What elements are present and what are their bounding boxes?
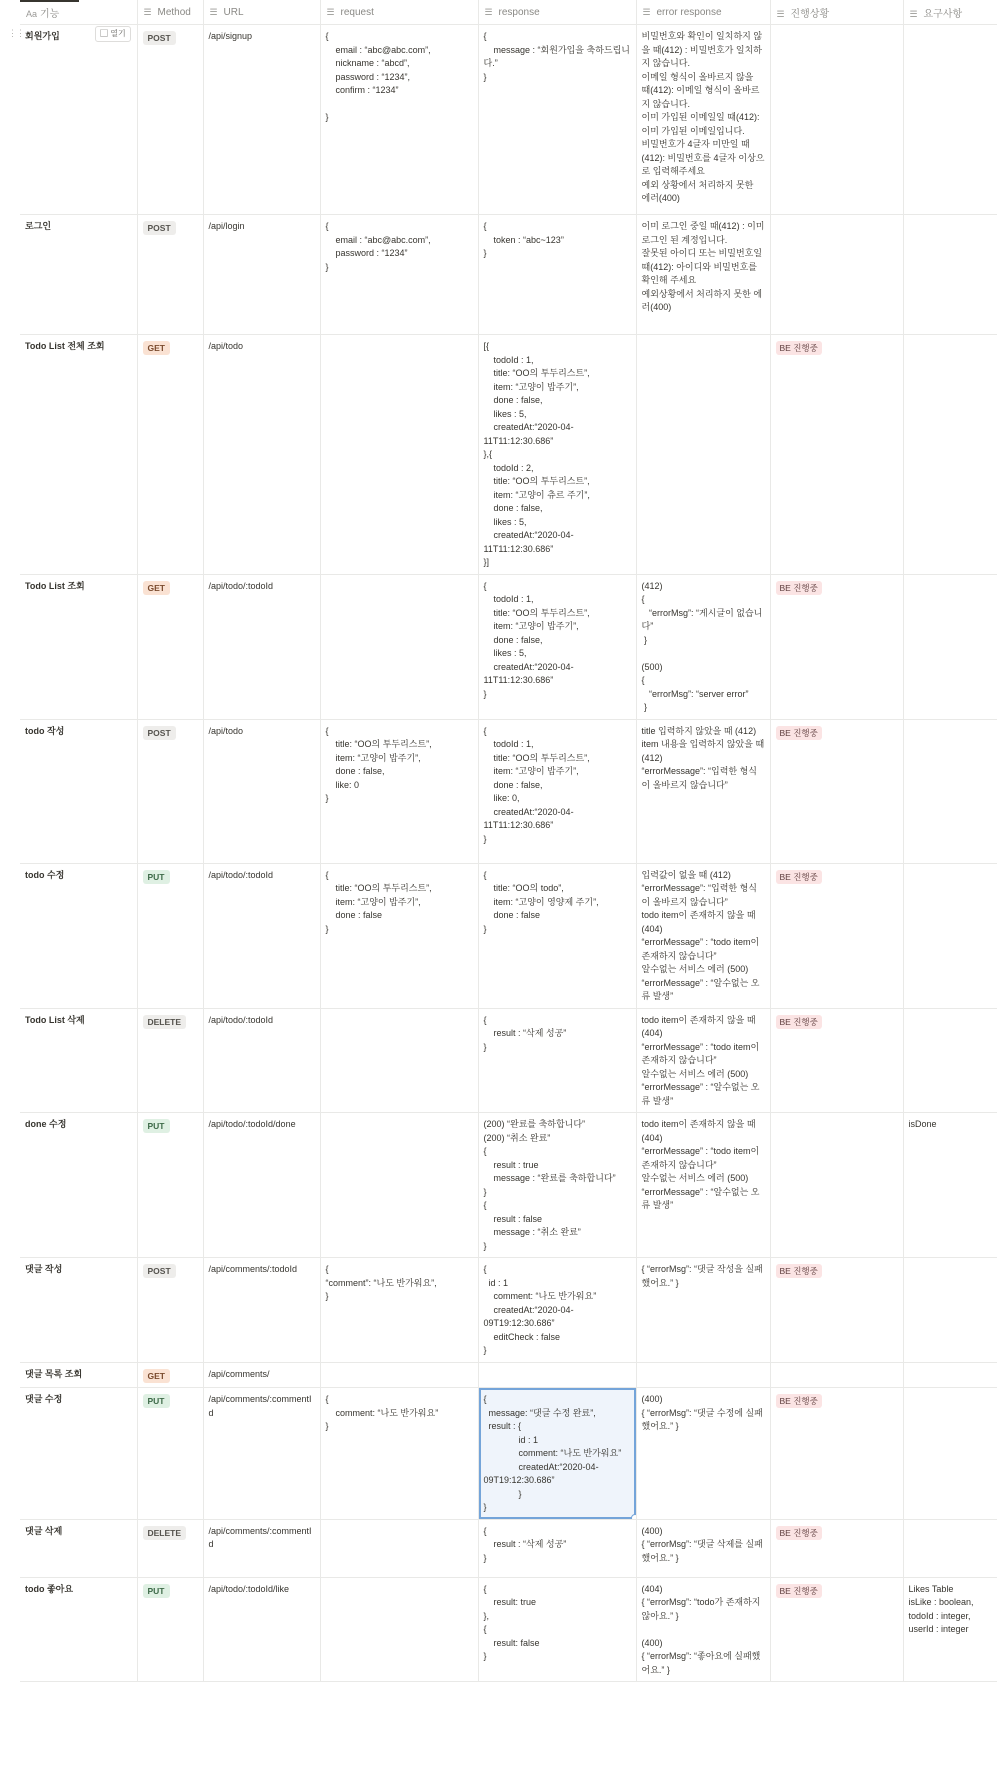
drag-handle-icon[interactable]: ⋮⋮ bbox=[8, 28, 24, 38]
method-badge: DELETE bbox=[143, 1526, 187, 1540]
cell-feature-name[interactable]: 로그인 bbox=[20, 215, 137, 335]
cell-method[interactable] bbox=[137, 25, 203, 215]
cell-url[interactable]: /api/todo/:todoId/done bbox=[203, 1113, 320, 1258]
cell-error-response[interactable]: (412) { “errorMsg”: “게시글이 없습니다” } (500) { “errorMsg”: “server error” } bbox=[636, 574, 770, 719]
cell-request[interactable] bbox=[320, 1113, 478, 1258]
cell-request[interactable]: { “comment”: “나도 반가워요”, } bbox=[320, 1258, 478, 1363]
table-row[interactable] bbox=[20, 574, 997, 719]
cell-feature-name[interactable]: Todo List 전체 조회 bbox=[20, 335, 137, 575]
cell-url[interactable]: /api/signup bbox=[203, 25, 320, 215]
status-badge: BE 진행중 bbox=[776, 1584, 822, 1598]
cell-method[interactable] bbox=[137, 335, 203, 575]
cell-error-response[interactable]: todo item이 존재하지 않을 때 (404) “errorMessage” : “todo item이 존재하지 않습니다” 알수없는 서비스 에러 (500) “errorMessage” : “알수없는 오류 발생” bbox=[636, 1113, 770, 1258]
cell-requirements[interactable]: Likes Table isLike : boolean, todoId : integer, userId : integer bbox=[903, 1577, 997, 1682]
status-badge: BE 진행중 bbox=[776, 1394, 822, 1408]
table-header-row bbox=[20, 0, 997, 25]
cell-feature-name[interactable]: 댓글 수정 bbox=[20, 1388, 137, 1520]
column-header-response[interactable] bbox=[478, 0, 636, 25]
list-icon: ☰ bbox=[209, 6, 218, 17]
cell-requirements[interactable] bbox=[903, 335, 997, 575]
cell-method[interactable] bbox=[137, 1008, 203, 1113]
cell-request[interactable]: { comment: “나도 반가워요” } bbox=[320, 1388, 478, 1520]
column-header-label: request bbox=[340, 6, 374, 18]
cell-progress[interactable] bbox=[770, 1362, 903, 1388]
method-badge: POST bbox=[143, 726, 176, 740]
method-badge: PUT bbox=[143, 1394, 170, 1408]
method-badge: GET bbox=[143, 581, 170, 595]
cell-requirements[interactable] bbox=[903, 215, 997, 335]
cell-method[interactable] bbox=[137, 1519, 203, 1577]
cell-progress[interactable] bbox=[770, 863, 903, 1008]
cell-requirements[interactable] bbox=[903, 1258, 997, 1363]
cell-progress[interactable] bbox=[770, 215, 903, 335]
cell-request[interactable] bbox=[320, 1362, 478, 1388]
column-header-error-response[interactable] bbox=[636, 0, 770, 25]
table-row[interactable] bbox=[20, 335, 997, 575]
cell-feature-name[interactable]: 회원가입 bbox=[20, 25, 137, 215]
column-header-label: URL bbox=[223, 6, 244, 18]
cell-url[interactable]: /api/todo bbox=[203, 719, 320, 863]
cell-requirements[interactable] bbox=[903, 1008, 997, 1113]
column-header-request[interactable] bbox=[320, 0, 478, 25]
method-badge: GET bbox=[143, 341, 170, 355]
cell-response[interactable]: { todoId : 1, title: “OO의 투두리스트”, item: “고양이 밥주기”, done : false, likes : 5, createdAt:“2020-04-11T11:12:30.686” } bbox=[478, 574, 636, 719]
table-row[interactable] bbox=[20, 215, 997, 335]
cell-response-selected[interactable]: { message: “댓글 수정 완료”, result : { id : 1 comment: “나도 반가워요” createdAt:“2020-04-09T19:12:30.686” } } bbox=[478, 1388, 636, 1520]
column-header-url[interactable] bbox=[203, 0, 320, 25]
cell-progress[interactable] bbox=[770, 25, 903, 215]
cell-response[interactable]: { message : “회원가입을 축하드립니다.” } bbox=[478, 25, 636, 215]
cell-request[interactable]: { email : “abc@abc.com”, nickname : “abcd”, password : “1234”, confirm : “1234” } bbox=[320, 25, 478, 215]
status-badge: BE 진행중 bbox=[776, 581, 822, 595]
cell-feature-name[interactable]: 댓글 삭제 bbox=[20, 1519, 137, 1577]
cell-feature-name[interactable]: 댓글 작성 bbox=[20, 1258, 137, 1363]
status-badge: BE 진행중 bbox=[776, 870, 822, 884]
list-icon: ☰ bbox=[909, 8, 918, 19]
cell-requirements[interactable] bbox=[903, 863, 997, 1008]
method-badge: POST bbox=[143, 1264, 176, 1278]
cell-url[interactable]: /api/login bbox=[203, 215, 320, 335]
cell-method[interactable] bbox=[137, 574, 203, 719]
cell-method[interactable] bbox=[137, 1577, 203, 1682]
list-icon: ☰ bbox=[776, 8, 785, 19]
cell-feature-name[interactable]: todo 수정 bbox=[20, 863, 137, 1008]
cell-requirements[interactable] bbox=[903, 25, 997, 215]
column-header-label: 기능 bbox=[40, 8, 60, 20]
cell-response[interactable]: (200) “완료를 축하합니다” (200) “취소 완료” { result : true message : “완료를 축하합니다” } { result : false message : “취소 완료” } bbox=[478, 1113, 636, 1258]
cell-error-response[interactable]: 입력값이 없을 때 (412) “errorMessage”: “입력한 형식이 올바르지 않습니다” todo item이 존재하지 않을 때 (404) “errorMessage” : “todo item이 존재하지 않습니다” 알수없는 서비스 에러 (500) “errorMessage” : “알수없는 오류 발생” bbox=[636, 863, 770, 1008]
cell-progress[interactable] bbox=[770, 574, 903, 719]
cell-method[interactable] bbox=[137, 1113, 203, 1258]
method-badge: POST bbox=[143, 31, 176, 45]
cell-request[interactable] bbox=[320, 574, 478, 719]
column-header-label: 진행상황 bbox=[790, 8, 830, 20]
column-header-feature[interactable] bbox=[20, 0, 137, 25]
cell-url[interactable]: /api/todo/:todoId bbox=[203, 863, 320, 1008]
title-icon: Aa bbox=[26, 8, 38, 19]
table-row[interactable] bbox=[20, 1519, 997, 1577]
cell-url[interactable]: /api/comments/:commentId bbox=[203, 1519, 320, 1577]
table-row[interactable] bbox=[20, 1388, 997, 1520]
method-badge: PUT bbox=[143, 1584, 170, 1598]
cell-feature-name[interactable]: Todo List 삭제 bbox=[20, 1008, 137, 1113]
cell-resize-handle[interactable] bbox=[631, 1514, 637, 1520]
cell-response[interactable]: { token : “abc~123” } bbox=[478, 215, 636, 335]
cell-feature-name[interactable]: done 수정 bbox=[20, 1113, 137, 1258]
cell-response[interactable]: { result : “삭제 성공” } bbox=[478, 1008, 636, 1113]
cell-method[interactable] bbox=[137, 1388, 203, 1520]
cell-url[interactable]: /api/comments/:todoId bbox=[203, 1258, 320, 1363]
cell-response[interactable] bbox=[478, 1362, 636, 1388]
cell-requirements[interactable]: isDone bbox=[903, 1113, 997, 1258]
cell-error-response[interactable]: (404) { “errorMsg”: “todo가 존재하지 않아요.” } (400) { “errorMsg”: “좋아요에 실패했어요.” } bbox=[636, 1577, 770, 1682]
table-row[interactable] bbox=[20, 1362, 997, 1388]
cell-request[interactable]: { title: “OO의 투두리스트”, item: “고양이 밥주기”, done : false } bbox=[320, 863, 478, 1008]
column-header-label: response bbox=[498, 6, 540, 18]
method-badge: PUT bbox=[143, 1119, 170, 1133]
cell-requirements[interactable] bbox=[903, 1362, 997, 1388]
cell-url[interactable]: /api/comments/ bbox=[203, 1362, 320, 1388]
column-header-label: Method bbox=[157, 6, 191, 18]
list-icon: ☰ bbox=[642, 6, 651, 17]
cell-response[interactable]: { todoId : 1, title: “OO의 투두리스트”, item: “고양이 밥주기”, done : false, like: 0, createdAt:“2020-04-11T11:12:30.686” } bbox=[478, 719, 636, 863]
cell-method[interactable] bbox=[137, 1258, 203, 1363]
cell-method[interactable] bbox=[137, 215, 203, 335]
list-icon: ☰ bbox=[484, 6, 493, 17]
cell-response[interactable]: { result: true }, { result: false } bbox=[478, 1577, 636, 1682]
cell-method[interactable] bbox=[137, 1362, 203, 1388]
status-badge: BE 진행중 bbox=[776, 1015, 822, 1029]
method-badge: DELETE bbox=[143, 1015, 187, 1029]
column-header-method[interactable] bbox=[137, 0, 203, 25]
cell-url[interactable]: /api/todo bbox=[203, 335, 320, 575]
cell-progress[interactable] bbox=[770, 1577, 903, 1682]
cell-progress[interactable] bbox=[770, 1388, 903, 1520]
cell-request[interactable]: { title: “OO의 투두리스트”, item: “고양이 밥주기”, done : false, like: 0 } bbox=[320, 719, 478, 863]
cell-progress[interactable] bbox=[770, 1258, 903, 1363]
cell-feature-name[interactable]: todo 좋아요 bbox=[20, 1577, 137, 1682]
table-row[interactable] bbox=[20, 1577, 997, 1682]
cell-requirements[interactable] bbox=[903, 574, 997, 719]
method-badge: GET bbox=[143, 1369, 170, 1383]
status-badge: BE 진행중 bbox=[776, 1264, 822, 1278]
cell-response[interactable]: [{ todoId : 1, title: “OO의 투두리스트”, item: “고양이 밥주기”, done : false, likes : 5, createdAt:“2020-04-11T11:12:30.686” },{ todoId : 2, title: “OO의 투두리스트”, item: “고양이 츄르 주기”, done : false, likes : 5, createdAt:“2020-04-11T11:12:30.686” }] bbox=[478, 335, 636, 575]
cell-response[interactable]: { result : “삭제 성공” } bbox=[478, 1519, 636, 1577]
method-badge: PUT bbox=[143, 870, 170, 884]
cell-error-response[interactable]: title 입력하지 않았을 때 (412) item 내용을 입력하지 않았을 때 (412) “errorMessage”: “입력한 형식이 올바르지 않습니다” bbox=[636, 719, 770, 863]
table-row[interactable] bbox=[20, 25, 997, 215]
cell-error-response[interactable]: 비밀번호와 확인이 일치하지 않을 때(412) : 비밀번호가 일치하지 않습니다. 이메일 형식이 올바르지 않을 때(412): 이메일 형식이 올바르지 않습니다. 이미 가입된 이메일일 때(412): 이미 가입된 이메일입니다. 비밀번호가 4글자 미만일 때(412): 비밀번호를 4글자 이상으로 입력해주세요 예외 상황에서 처리하지 못한 에러(400) bbox=[636, 25, 770, 215]
cell-requirements[interactable] bbox=[903, 1519, 997, 1577]
list-icon: ☰ bbox=[143, 6, 152, 17]
cell-response[interactable]: { id : 1 comment: “나도 반가워요” createdAt:“2020-04-09T19:12:30.686” editCheck : false } bbox=[478, 1258, 636, 1363]
cell-feature-name[interactable]: Todo List 조회 bbox=[20, 574, 137, 719]
cell-response[interactable]: { title: “OO의 todo”, item: “고양이 영양제 주기”, done : false } bbox=[478, 863, 636, 1008]
cell-request[interactable] bbox=[320, 1577, 478, 1682]
cell-requirements[interactable] bbox=[903, 1388, 997, 1520]
cell-url[interactable]: /api/todo/:todoId bbox=[203, 574, 320, 719]
cell-error-response[interactable]: (400) { “errorMsg”: “댓글 삭제를 실패했어요.” } bbox=[636, 1519, 770, 1577]
table-row[interactable] bbox=[20, 1258, 997, 1363]
cell-progress[interactable] bbox=[770, 335, 903, 575]
cell-url[interactable]: /api/todo/:todoId/like bbox=[203, 1577, 320, 1682]
table-row[interactable] bbox=[20, 719, 997, 863]
status-badge: BE 진행중 bbox=[776, 1526, 822, 1540]
status-badge: BE 진행중 bbox=[776, 726, 822, 740]
cell-error-response[interactable]: todo item이 존재하지 않을 때 (404) “errorMessage” : “todo item이 존재하지 않습니다” 알수없는 서비스 에러 (500) “errorMessage” : “알수없는 오류 발생” bbox=[636, 1008, 770, 1113]
column-header-progress[interactable] bbox=[770, 0, 903, 25]
cell-error-response[interactable]: 이미 로그인 중일 때(412) : 이미 로그인 된 계정입니다. 잘못된 아이디 또는 비밀번호일 때(412): 아이디와 비밀번호를 확인해 주세요 예외상황에서 처리하지 못한 에러(400) bbox=[636, 215, 770, 335]
cell-progress[interactable] bbox=[770, 1008, 903, 1113]
open-row-button[interactable]: ▢ 열기 bbox=[95, 26, 131, 42]
method-badge: POST bbox=[143, 221, 176, 235]
cell-request[interactable] bbox=[320, 335, 478, 575]
cell-error-response[interactable] bbox=[636, 335, 770, 575]
cell-progress[interactable] bbox=[770, 1113, 903, 1258]
table-row[interactable] bbox=[20, 1113, 997, 1258]
cell-error-response[interactable] bbox=[636, 1362, 770, 1388]
api-spec-table bbox=[20, 0, 997, 1682]
column-header-label: 요구사항 bbox=[923, 8, 963, 20]
cell-url[interactable]: /api/comments/:commentId bbox=[203, 1388, 320, 1520]
status-badge: BE 진행중 bbox=[776, 341, 822, 355]
cell-error-response[interactable]: { “errorMsg”: “댓글 작성을 실패했어요.” } bbox=[636, 1258, 770, 1363]
cell-request[interactable] bbox=[320, 1519, 478, 1577]
cell-error-response[interactable]: (400) { “errorMsg”: “댓글 수정에 실패했어요.” } bbox=[636, 1388, 770, 1520]
cell-method[interactable] bbox=[137, 719, 203, 863]
cell-url[interactable]: /api/todo/:todoId bbox=[203, 1008, 320, 1113]
list-icon: ☰ bbox=[326, 6, 335, 17]
cell-feature-name[interactable]: 댓글 목록 조회 bbox=[20, 1362, 137, 1388]
open-button-label: 열기 bbox=[110, 29, 126, 38]
table-row[interactable] bbox=[20, 1008, 997, 1113]
cell-request[interactable]: { email : “abc@abc.com”, password : “1234” } bbox=[320, 215, 478, 335]
cell-feature-name[interactable]: todo 작성 bbox=[20, 719, 137, 863]
cell-progress[interactable] bbox=[770, 1519, 903, 1577]
cell-requirements[interactable] bbox=[903, 719, 997, 863]
column-header-requirements[interactable] bbox=[903, 0, 997, 25]
table-row[interactable] bbox=[20, 863, 997, 1008]
cell-request[interactable] bbox=[320, 1008, 478, 1113]
cell-progress[interactable] bbox=[770, 719, 903, 863]
column-header-label: error response bbox=[656, 6, 722, 18]
cell-method[interactable] bbox=[137, 863, 203, 1008]
